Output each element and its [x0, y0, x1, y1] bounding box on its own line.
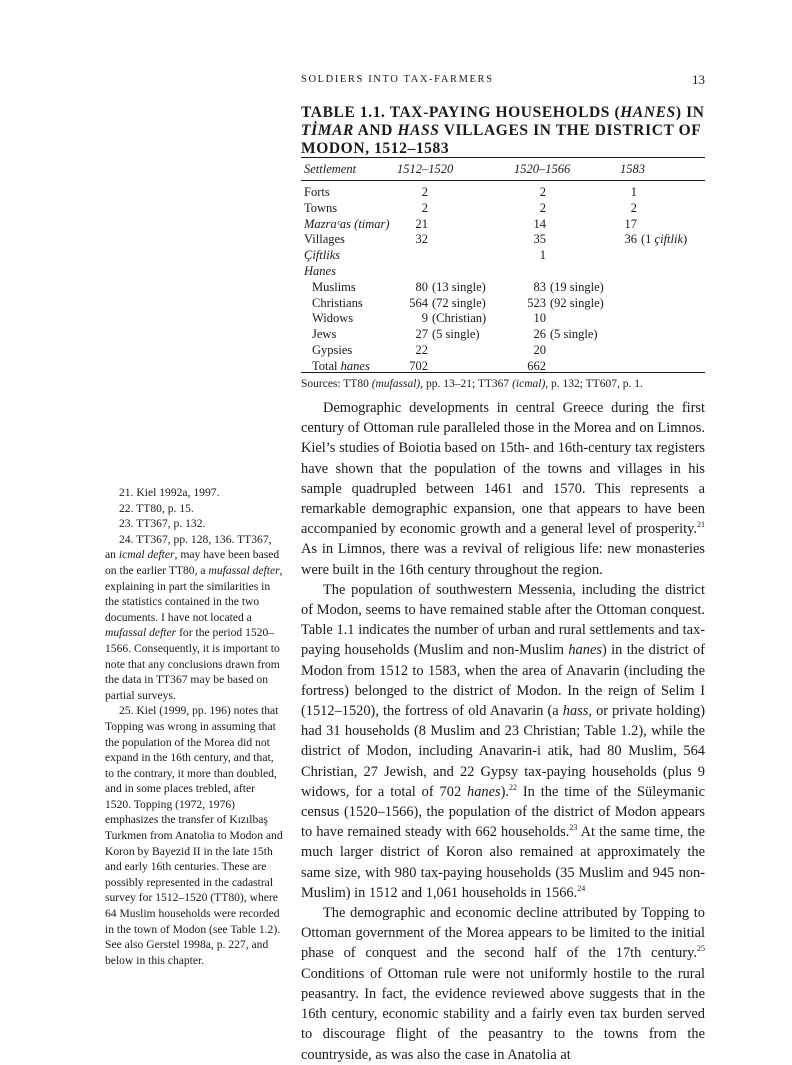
col-header-1583: 1583	[620, 162, 645, 176]
table-cell: 2	[539, 200, 546, 215]
paragraph: The population of southwestern Messenia, including the district of Modon, seems to have remained stable after the Ottoman conquest. Table 1.1 indicates the number of urban and rural settlements and tax-paying households (Muslim and non-Muslim hanes) in the district of Modon from 1512 to 1583, when the area of Anavarin (including the fortress) belonged to the district of Modon. In the reign of Selim I (1512–1520), the fortress of old Anavarin (a hass, or private holding) had 31 households (8 Muslim and 23 Christian; Table 1.2), while the district of Modon, including Anavarin-i atik, had 80 Muslim, 564 Christian, 27 Jewish, and 22 Gypsy tax-paying households (plus 9 widows, for a total of 702 hanes).$^{22}$ In the time of the Süleymanic census (1520–1566), the population of the district of Modon appears to have remained steady with 662 households.$^{23}$ At the same time, the much larger district of Koron also remained at approximately the same size, with 980 tax-paying households (35 Muslim and 945 non-Muslim) in 1512 and 1,061 households in 1566.24	[301, 581, 705, 901]
table-cell: (5 single)	[550, 327, 598, 342]
row-label: Mazraᶜas (timar)	[304, 216, 390, 231]
table-cell: (Christian)	[432, 311, 487, 326]
footnote-24: 24. TT367, pp. 128, 136. TT367, an icmal defter, may have been based on the earlier TT80, a mufassal defter, explaining in part the similarities in the statistics contained in the two documents. I have not located a mufassal defter for the period 1520–1566. Consequently, it is important to note that any conclusions drawn from the data in TT367 may be based on partial surveys.	[105, 532, 283, 702]
footnote-ref[interactable]: 23	[569, 823, 578, 833]
row-label: Widows	[312, 311, 354, 326]
table-cell: 702	[409, 358, 428, 373]
col-header-1520-1566: 1520–1566	[514, 162, 571, 176]
table-title-part: ) IN	[675, 104, 705, 121]
table-cell: 523	[527, 295, 546, 310]
sources-text-italic: (icmal)	[512, 378, 546, 390]
sources-text-italic: (mufassal)	[371, 378, 421, 390]
table-cell: 10	[533, 311, 546, 326]
footnote-23: 23. TT367, p. 132.	[119, 517, 206, 531]
table-cell: 26	[533, 327, 546, 342]
footnote-ref[interactable]: 22	[509, 783, 517, 793]
sources-text: , p. 132; TT607, p. 1.	[545, 378, 643, 390]
table-cell: 80	[415, 279, 428, 294]
table-cell: 14	[533, 216, 546, 231]
table-cell: 20	[533, 343, 546, 357]
row-label: Jews	[312, 327, 337, 342]
table-cell: 21	[415, 216, 428, 231]
table-cell: 2	[421, 200, 428, 215]
footnotes	[105, 485, 283, 968]
table-sources	[301, 378, 711, 390]
footnote-ref[interactable]: 24	[577, 884, 586, 894]
table-cell: 17	[624, 216, 637, 231]
table-title	[301, 104, 705, 158]
table-cell: 36	[624, 232, 637, 247]
row-label: Gypsies	[312, 343, 353, 357]
table-title-part: MODON, 1512–1583	[301, 140, 450, 157]
row-label: Total hanes	[312, 358, 370, 373]
table-cell: 2	[539, 185, 546, 199]
table-cell: 35	[533, 232, 546, 247]
table-cell: (72 single)	[432, 295, 486, 310]
row-label: Villages	[304, 232, 345, 247]
table-cell: (13 single)	[432, 279, 486, 294]
sources-text: Sources: TT80	[301, 378, 372, 390]
row-label: Towns	[304, 200, 338, 215]
table-cell: 83	[533, 279, 546, 294]
col-header-settlement: Settlement	[304, 162, 357, 176]
table-cell: 2	[421, 185, 428, 199]
table-header-rule	[301, 180, 705, 181]
paragraph: The demographic and economic decline attributed by Topping to Ottoman government of the Morea appears to be limited to the initial phase of conquest and the second half of the 17th century.$^{25}$ Conditions of Ottoman rule were not uniformly hostile to the rural peasantry. In fact, the evidence reviewed above suggests that in the 16th century, economic stability and a fairly even tax burden served to discourage flight of the peasantry to the towns from the countryside, as was also the case in Anatolia at	[301, 905, 705, 1063]
table-cell: 1	[630, 185, 637, 199]
row-label: Forts	[304, 185, 330, 199]
footnote-ref[interactable]: 25	[697, 944, 705, 954]
page-number: 13	[692, 72, 705, 87]
table-title-timar: TİMAR	[301, 122, 354, 139]
row-label: Çiftliks	[304, 248, 341, 263]
table-title-part: VILLAGES IN THE DISTRICT OF	[439, 122, 702, 139]
row-label: Christians	[312, 295, 363, 310]
running-head-title: SOLDIERS INTO TAX-FARMERS	[301, 74, 494, 85]
footnote-ref[interactable]: 21	[697, 520, 705, 530]
table-cell: (1 çiftlik)	[641, 232, 688, 247]
main-text	[301, 398, 705, 1065]
table-cell: 22	[415, 343, 428, 357]
footnote-22: 22. TT80, p. 15.	[119, 501, 194, 515]
table-cell: 9	[421, 311, 428, 326]
table-title-hanes: HANES	[620, 104, 676, 121]
table-cell: 32	[415, 232, 428, 247]
table-cell: 662	[527, 358, 546, 373]
sources-text: , pp. 13–21; TT367	[420, 378, 513, 390]
row-label: Muslims	[312, 279, 356, 294]
table-title-part: AND	[353, 122, 398, 139]
table-cell: 564	[409, 295, 428, 310]
paragraph: Demographic developments in central Greece during the first century of Ottoman rule paralleled those in the Morea and on Limnos. Kiel’s studies of Boiotia based on 15th- and 16th-century tax registers have shown that the population of the towns and villages in his sample quadrupled between 1461 and 1570. This represents a remarkable demographic expansion, one that appears to have been accompanied by economic growth and a general level of prosperity.$^{21}$ As in Limnos, there was a revival of religious life: new monasteries were built in the 16th century throughout the region.	[301, 400, 705, 578]
table-title-hass: HASS	[397, 122, 440, 139]
table-cell: 27	[415, 327, 428, 342]
footnote-25: 25. Kiel (1999, pp. 196) notes that Topping was wrong in assuming that the population of the Morea did not expand in the 16th century, and that, to the contrary, it more than doubled, and in some places trebled, after 1520. Topping (1972, 1976) emphasizes the transfer of Kızılbaş Turkmen from Anatolia to Modon and Koron by Bayezid II in the late 15th and early 16th centuries. These are possibly represented in the cadastral survey for 1512–1520 (TT80), where 64 Muslim households were recorded in the town of Modon (see Table 1.2). See also Gerstel 1998a, p. 227, and below in this chapter.	[105, 704, 283, 967]
footnote-21: 21. Kiel 1992a, 1997.	[119, 486, 220, 499]
table-cell: 2	[630, 200, 637, 215]
table-top-rule	[301, 157, 705, 158]
table-cell: (92 single)	[550, 295, 604, 310]
table-cell: 1	[539, 248, 546, 263]
table-cell: (19 single)	[550, 279, 604, 294]
table-title-part: TABLE 1.1. TAX-PAYING HOUSEHOLDS (	[301, 104, 621, 121]
table-cell: (5 single)	[432, 327, 480, 342]
col-header-1512-1520: 1512–1520	[397, 162, 454, 176]
running-head	[301, 74, 705, 85]
row-label: Hanes	[304, 264, 336, 278]
